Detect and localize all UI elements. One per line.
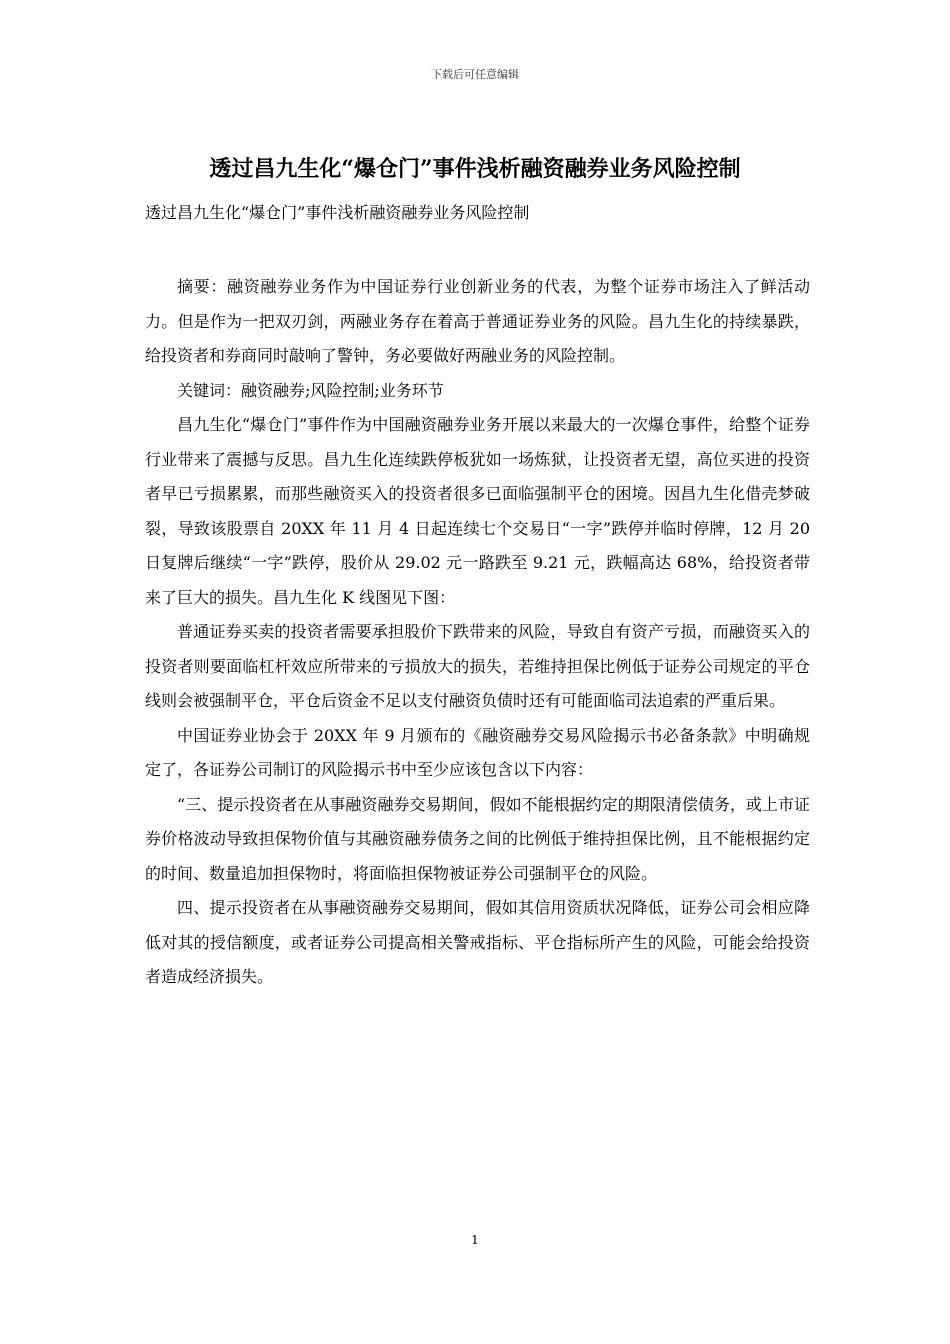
document-subtitle: 透过昌九生化“爆仓门”事件浅析融资融券业务风险控制	[145, 203, 530, 222]
abstract-paragraph: 摘要：融资融券业务作为中国证券行业创新业务的代表，为整个证券市场注入了鲜活动力。但是作为一把双刃剑，两融业务存在着高于普通证券业务的风险。昌九生化的持续暴跌，给投资者和券商同时敲响了警钟，务必要做好两融业务的风险控制。	[145, 277, 810, 365]
quoted-clause-paragraph: 四、提示投资者在从事融资融券交易期间，假如其信用资质状况降低，证券公司会相应降低对其的授信额度，或者证券公司提高相关警戒指标、平仓指标所产生的风险，可能会给投资者造成经济损失。	[145, 898, 810, 986]
body-paragraph: 普通证券买卖的投资者需要承担股价下跌带来的风险，导致自有资产亏损，而融资买入的投资者则要面临杠杆效应所带来的亏损放大的损失，若维持担保比例低于证券公司规定的平仓线则会被强制平仓，平仓后资金不足以支付融资负债时还有可能面临司法追索的严重后果。	[145, 622, 810, 710]
document-body	[145, 270, 810, 995]
header-note: 下载后可任意编辑	[431, 68, 519, 81]
quoted-clause-paragraph: “三、提示投资者在从事融资融券交易期间，假如不能根据约定的期限清偿债务，或上市证券价格波动导致担保物价值与其融资融券债务之间的比例低于维持担保比例，且不能根据约定的时间、数量追加担保物时，将面临担保物被证券公司强制平仓的风险。	[145, 794, 810, 883]
body-paragraph: 中国证券业协会于 20XX 年 9 月颁布的《融资融券交易风险揭示书必备条款》中明确规定了，各证券公司制订的风险揭示书中至少应该包含以下内容：	[145, 725, 810, 779]
keywords-paragraph: 关键词：融资融券;风险控制;业务环节	[177, 380, 444, 400]
body-paragraph: 昌九生化“爆仓门”事件作为中国融资融券业务开展以来最大的一次爆仓事件，给整个证券行业带来了震撼与反思。昌九生化连续跌停板犹如一场炼狱，让投资者无望，高位买进的投资者早已亏损累累，而那些融资买入的投资者很多已面临强制平仓的困境。因昌九生化借壳梦破裂，导致该股票自 20XX 年 11 月 4 日起连续七个交易日“一字”跌停并临时停牌，12 月 20 日复牌后继续“一字”跌停，股价从 29.02 元一路跌至 9.21 元，跌幅高达 68%，给投资者带来了巨大的损失。昌九生化 K 线图见下图：	[145, 415, 810, 607]
document-title: 透过昌九生化“爆仓门”事件浅析融资融券业务风险控制	[209, 156, 741, 182]
page-number: 1	[471, 1233, 479, 1247]
